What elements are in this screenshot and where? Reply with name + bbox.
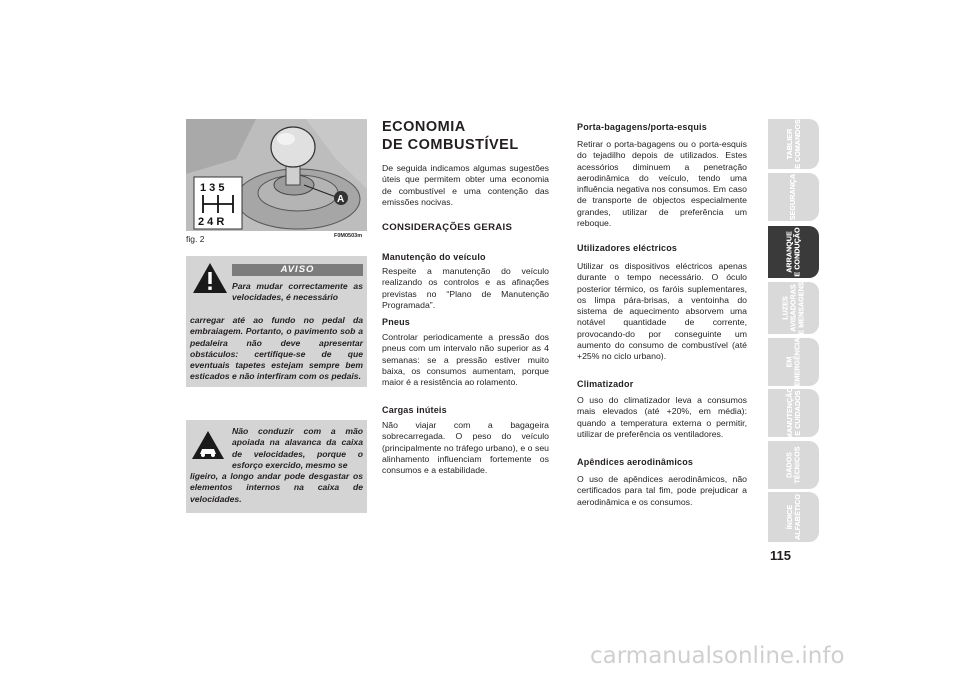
car-warning-icon: [191, 430, 225, 465]
paragraph-climatizador: O uso do climatizador leva a consumos mais elevados (até +20%, em média): quando a temperatura externa o permitir, utilizar de preferência os ventiladores.: [577, 395, 747, 439]
tab-indice-alfabetico[interactable]: [768, 492, 819, 542]
gear-pattern-bottom: 2 4 R: [198, 216, 225, 228]
page-title: [382, 118, 552, 154]
heading-utilizadores: Utilizadores eléctricos: [577, 243, 678, 253]
paragraph-pneus: Controlar periodicamente a pressão dos pneus com um intervalo não superior as 4 semanas: se a pressão estiver muito baixa, os consumos aumentam, porque maior é a resistência ao rolamento.: [382, 332, 549, 388]
heading-climatizador: Climatizador: [577, 379, 634, 389]
tab-emergencia[interactable]: [768, 338, 819, 386]
tab-label-4c: E MENSAGENS: [796, 281, 806, 335]
tab-label-5b: EMERGÊNCIA: [792, 337, 802, 387]
intro-paragraph: De seguida indicamos algumas sugestões úteis que permitem obter uma economia de combustível e uma contenção das emissões nocivas.: [382, 163, 549, 207]
note-text-top: Não conduzir com a mão apoiada na alavanca da caixa de velocidades, porque o esforço exercido, mesmo se: [232, 426, 363, 470]
warning-triangle-icon: [192, 262, 228, 299]
tab-label-1b: E COMANDOS: [792, 119, 802, 169]
heading-apendices: Apêndices aerodinâmicos: [577, 457, 694, 467]
tab-label-2a: SEGURANÇA: [788, 173, 798, 221]
note-text-body: ligeiro, a longo andar pode desgastar os elementos internos na caixa de velocidades.: [190, 471, 363, 504]
tab-tablier-comandos[interactable]: [768, 119, 819, 169]
heading-manutencao: Manutenção do veículo: [382, 252, 486, 262]
tab-luzes-avisadoras[interactable]: [768, 282, 819, 334]
figure-code: F0M0503m: [334, 233, 363, 239]
tab-label-8a: ÍNDICE: [784, 504, 794, 530]
warning-text-top: Para mudar correctamente as velocidades, é necessário: [232, 281, 363, 303]
watermark: carmanualsonline.info: [590, 643, 845, 669]
warning-header: AVISO: [232, 264, 363, 276]
tab-label-5a: EM: [784, 356, 794, 368]
tab-label-7a: DADOS: [784, 452, 794, 478]
tab-label-4a: LUZES: [780, 296, 790, 320]
paragraph-porta-bagagens: Retirar o porta-bagagens ou o porta-esquis do tejadilho depois de utilizados. Estes acessórios diminuem a penetração aerodinâmica do veículo, tendo uma influência negativa nos consumos. Em caso de transporte de objectos especialmente grandes, utilizar de preferência um reboque.: [577, 139, 747, 229]
title-line-2: DE COMBUSTÍVEL: [382, 137, 519, 153]
gear-lever-figure: [186, 119, 367, 231]
heading-cargas: Cargas inúteis: [382, 405, 447, 415]
tab-label-3b: E CONDUÇÃO: [792, 227, 802, 277]
tab-label-6a: MANUTENÇÃO: [784, 387, 794, 439]
tab-arranque-conducao[interactable]: [768, 226, 819, 278]
gear-pattern-top: 1 3 5: [200, 182, 225, 194]
figure-label: fig. 2: [186, 234, 205, 244]
paragraph-apendices: O uso de apêndices aerodinâmicos, não certificados para tal fim, pode prejudicar a aerodinâmica e os consumos.: [577, 474, 747, 507]
tab-label-7b: TÉCNICOS: [792, 446, 802, 484]
page-number: 115: [770, 548, 791, 563]
tab-manutencao-cuidados[interactable]: [768, 389, 819, 437]
paragraph-cargas: Não viajar com a bagageira sobrecarregada. O peso do veículo (principalmente no tráfego urbano), e o seu alinhamento influenciam fortemente os consumos e a estabilidade.: [382, 420, 549, 476]
gear-lever-illustration: [186, 119, 367, 231]
section-heading: CONSIDERAÇÕES GERAIS: [382, 222, 513, 233]
title-line-1: ECONOMIA: [382, 119, 466, 135]
paragraph-utilizadores: Utilizar os dispositivos eléctricos apenas durante o tempo necessário. O óculo posterior térmico, os faróis suplementares, os limpa pára-brisas, a ventoinha do sistema de aquecimento absorvem uma notável quantidade de corrente, provocando-do por conseguinte um aumento do consumo de combustível (até +25% no ciclo urbano).: [577, 261, 747, 362]
tab-label-4b: AVISADORAS: [788, 284, 798, 332]
tab-label-8b: ALFABÉTICO: [792, 494, 802, 540]
tab-label-6b: E CUIDADOS: [792, 390, 802, 436]
heading-pneus: Pneus: [382, 317, 411, 327]
tab-label-1a: TABLIER: [784, 128, 794, 160]
paragraph-manutencao: Respeite a manutenção do veículo realizando os controlos e as afinações previstas no “Plano de Manutenção Programada”.: [382, 266, 549, 310]
heading-porta-bagagens: Porta-bagagens/porta-esquis: [577, 122, 707, 132]
tab-dados-tecnicos[interactable]: [768, 441, 819, 489]
callout-a: A: [337, 194, 345, 205]
warning-text-body: carregar até ao fundo no pedal da embraiagem. Portanto, o pavimento sob a pedaleira não deve apresentar obstáculos: certifique-se de que eventuais tapetes estejam sempre bem esticados e não interfiram com os pedais.: [190, 315, 363, 382]
tab-label-3a: ARRANQUE: [784, 231, 794, 273]
tab-seguranca[interactable]: [768, 173, 819, 221]
